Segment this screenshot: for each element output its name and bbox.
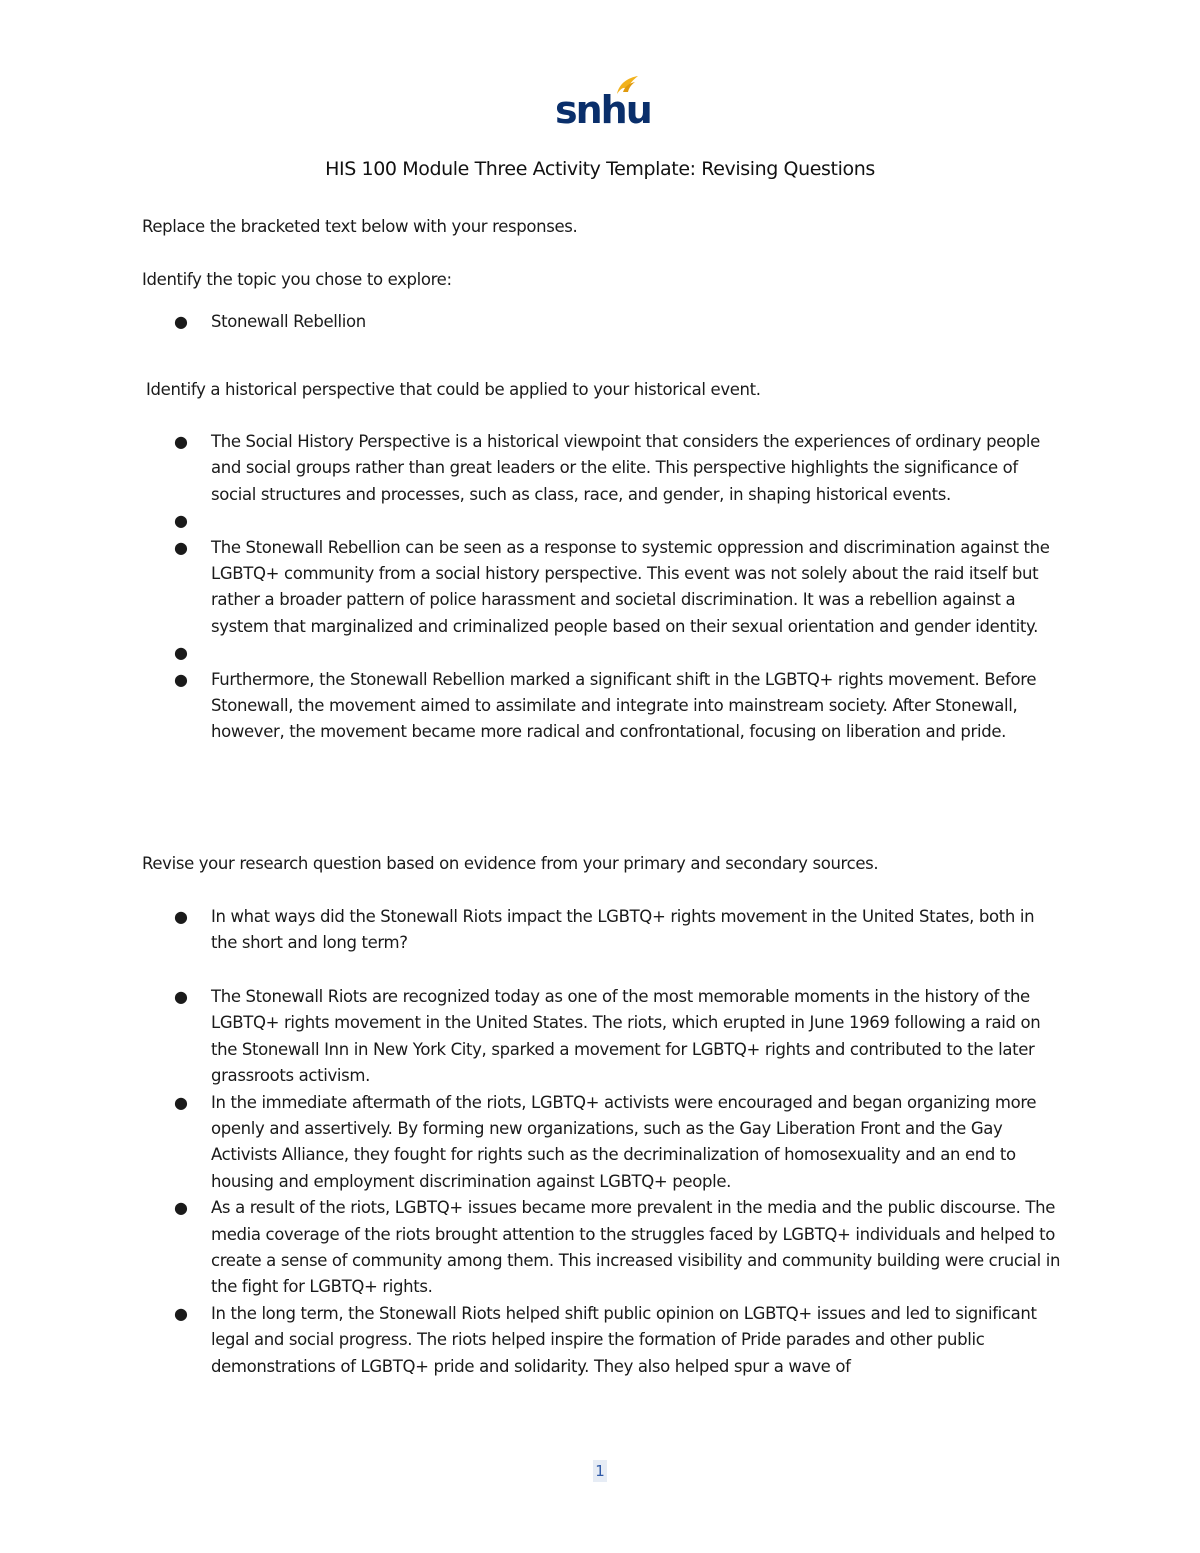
list-item-text: The Stonewall Riots are recognized today as one of the most memorable moments in the history of the LGBTQ+ rights movement in the United States. The riots, which erupted in June 1969 following a raid on the Stonewall Inn in New York City, sparked a movement for LGBTQ+ rights and contributed to the later grassroots activism. [211, 987, 1041, 1086]
list-item [0, 535, 1061, 641]
logo-wordmark: snhu [555, 88, 651, 132]
topic-list [0, 309, 1061, 335]
list-item [0, 984, 1061, 1090]
list-item-text: Furthermore, the Stonewall Rebellion marked a significant shift in the LGBTQ+ rights movement. Before Stonewall, the movement aimed to assimilate and integrate into mainstream society. After Stonewall, however, the movement became more radical and confrontational, focusing on liberation and pride. [211, 669, 1037, 742]
list-item-text [211, 508, 1061, 534]
bullet-icon: ● [174, 511, 188, 531]
list-item-text: In the immediate aftermath of the riots, LGBTQ+ activists were encouraged and began organizing more openly and assertively. By forming new organizations, such as the Gay Liberation Front and the Gay Activists Alliance, they fought for rights such as the decriminalization of homosexuality and an end to housing and employment discrimination against LGBTQ+ people. [211, 1092, 1037, 1191]
bullet-icon: ● [174, 312, 188, 331]
bullet-icon: ● [174, 987, 188, 1006]
list-item [0, 309, 1061, 335]
list-item [0, 667, 1061, 746]
list-item-empty [0, 508, 1061, 534]
bullet-icon: ● [174, 907, 188, 926]
revise-prompt: Revise your research question based on evidence from your primary and secondary sources. [142, 854, 879, 873]
list-item [0, 1195, 1061, 1301]
instructions-text: Replace the bracketed text below with your responses. [142, 217, 578, 236]
research-question: In what ways did the Stonewall Riots impact the LGBTQ+ rights movement in the United States, both in the short and long term? [211, 907, 1035, 953]
list-item [0, 904, 1061, 957]
perspective-prompt: Identify a historical perspective that could be applied to your historical event. [146, 380, 761, 399]
bullet-icon: ● [174, 643, 188, 663]
list-item-text: Stonewall Rebellion [211, 312, 366, 331]
bullet-icon: ● [174, 1303, 188, 1323]
list-item-empty [0, 640, 1061, 666]
list-item [0, 1090, 1061, 1196]
perspective-list [0, 429, 1061, 746]
list-item-text [211, 640, 1061, 666]
bullet-icon: ● [174, 537, 188, 557]
research-question-list [0, 904, 1061, 957]
list-item [0, 1301, 1061, 1380]
bullet-icon: ● [174, 432, 188, 451]
evidence-list [0, 984, 1061, 1380]
list-item-text: The Social History Perspective is a historical viewpoint that considers the experiences of ordinary people and social groups rather than great leaders or the elite. This perspective highlights the significance of social structures and processes, such as class, race, and gender, in shaping historical events. [211, 432, 1040, 504]
page-title: HIS 100 Module Three Activity Template: Revising Questions [325, 158, 875, 180]
bullet-icon: ● [174, 1198, 188, 1218]
list-item-text: As a result of the riots, LGBTQ+ issues became more prevalent in the media and the public discourse. The media coverage of the riots brought attention to the struggles faced by LGBTQ+ individuals and helped to create a sense of community among them. This increased visibility and community building were crucial in the fight for LGBTQ+ rights. [211, 1198, 1061, 1297]
bullet-icon: ● [174, 1092, 188, 1112]
list-item-text: The Stonewall Rebellion can be seen as a response to systemic oppression and discrimination against the LGBTQ+ community from a social history perspective. This event was not solely about the raid itself but rather a broader pattern of police harassment and societal discrimination. It was a rebellion against a system that marginalized and criminalized people based on their sexual orientation and gender identity. [211, 537, 1050, 636]
list-item-text: In the long term, the Stonewall Riots helped shift public opinion on LGBTQ+ issues and led to significant legal and social progress. The riots helped inspire the formation of Pride parades and other public demonstrations of LGBTQ+ pride and solidarity. They also helped spur a wave of [211, 1303, 1037, 1376]
list-item [0, 429, 1061, 508]
page-number: 1 [593, 1460, 607, 1482]
bullet-icon: ● [174, 669, 188, 689]
topic-prompt: Identify the topic you chose to explore: [142, 270, 452, 289]
snhu-logo [555, 74, 651, 132]
